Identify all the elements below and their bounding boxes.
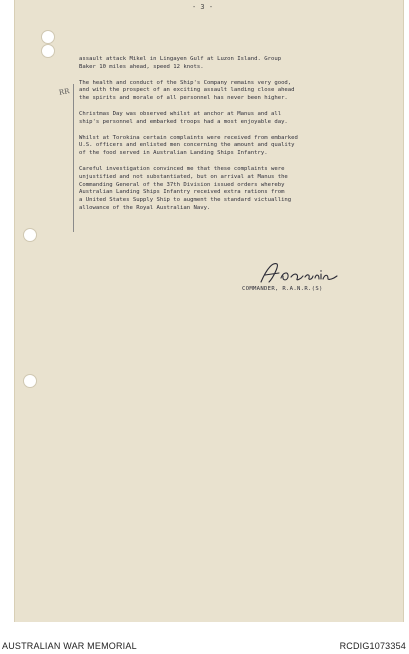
paragraph: Whilst at Torokina certain complaints were received from embarked U.S. officers and enlisted men concerning the amount and quality of the food served in Australian Landing Ships Infantry. — [79, 134, 298, 157]
footer — [0, 628, 409, 654]
paragraph: assault attack Mikel in Lingayen Gulf at Luzon Island. Group Baker 10 miles ahead, speed 12 knots. — [79, 56, 282, 70]
footer-institution: AUSTRALIAN WAR MEMORIAL — [2, 641, 137, 651]
document-body — [79, 56, 369, 221]
handwritten-signature — [255, 258, 345, 288]
footer-record-id: RCDIG1073354 — [339, 641, 406, 651]
page-number: - 3 - — [192, 3, 214, 11]
punch-hole-icon — [23, 228, 37, 242]
margin-annotation: RR — [58, 87, 71, 97]
punch-hole-icon — [41, 44, 55, 58]
paragraph: Careful investigation convinced me that these complaints were unjustified and not substantiated, but on arrival at Manus the Commanding General of the 37th Division issued orders whereby Australian Landing Ships Infantry received extra rations from a United States Supply Ship to augment the standard victualling allowance of the Royal Australian Navy. — [79, 165, 292, 211]
paragraph: The health and conduct of the Ship's Company remains very good, and with the prospect of an exciting assault landing close ahead the spirits and morale of all personnel has never been higher. — [79, 79, 295, 102]
paragraph: Christmas Day was observed whilst at anchor at Manus and all ship's personnel and embarked troops had a most enjoyable day. — [79, 110, 288, 125]
signature-title: COMMANDER, R.A.N.R.(S) — [242, 286, 323, 292]
punch-hole-icon — [23, 374, 37, 388]
punch-hole-icon — [41, 30, 55, 44]
margin-line — [73, 84, 74, 232]
